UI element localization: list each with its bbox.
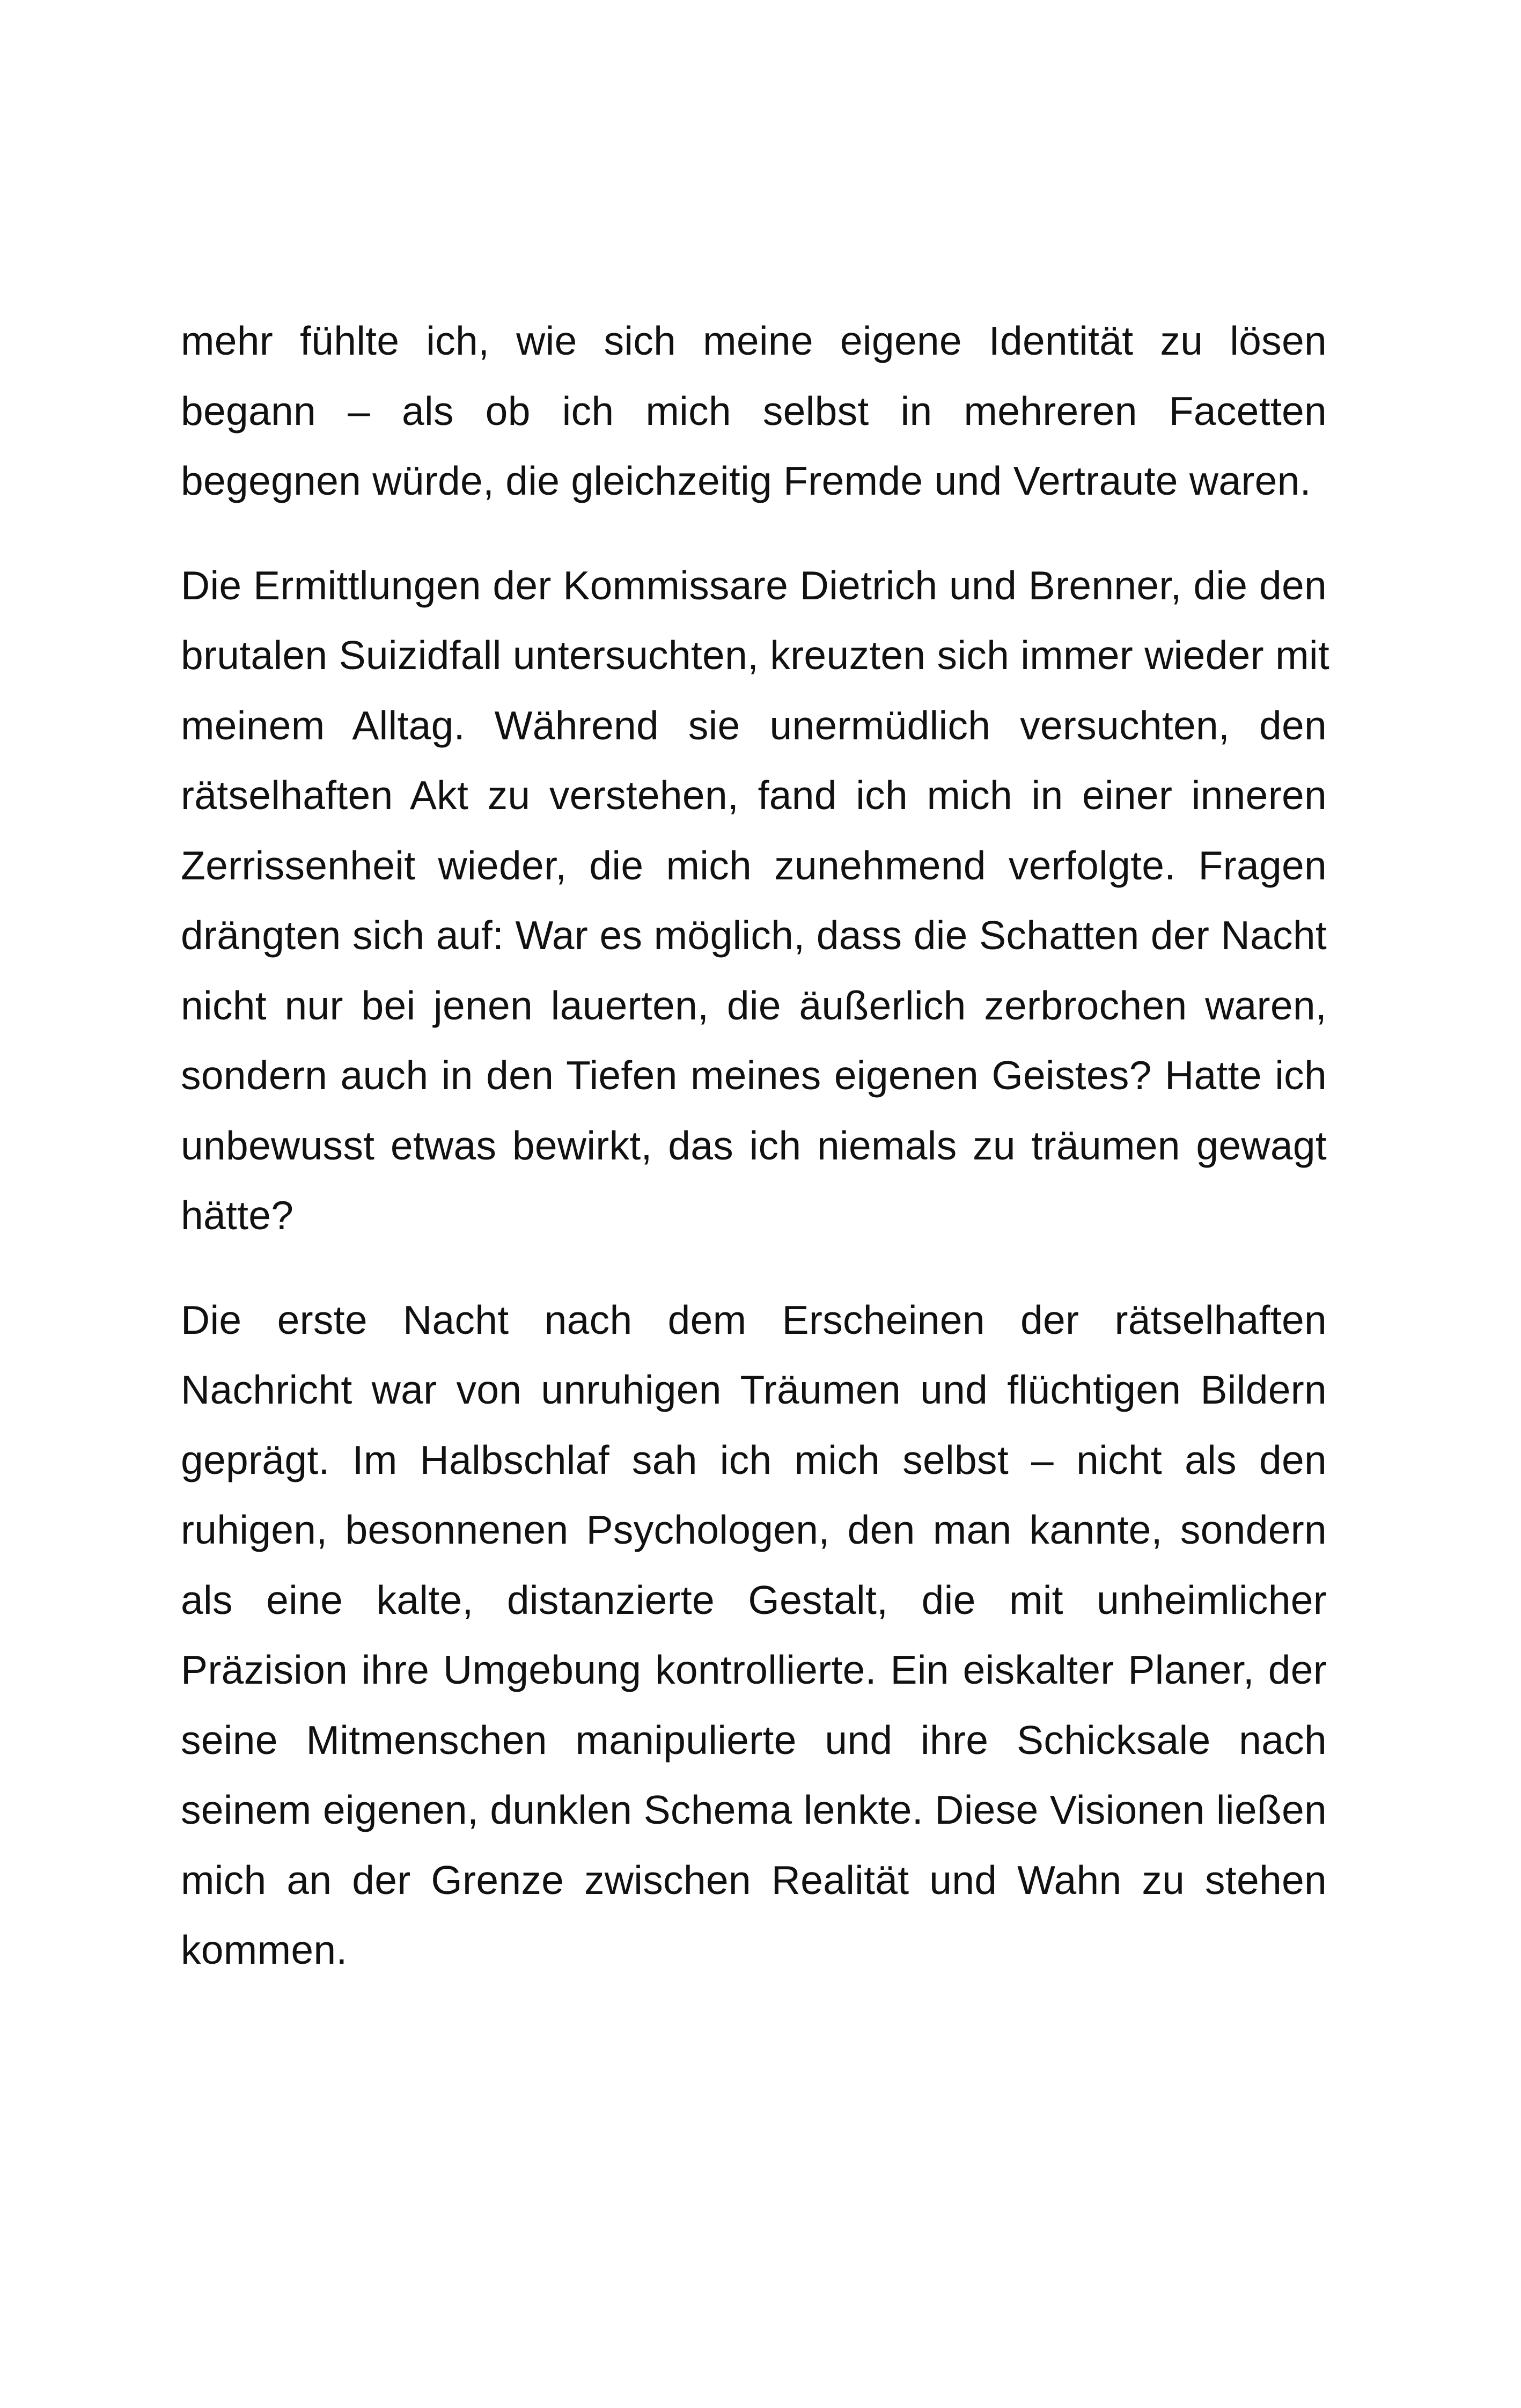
text-line: rätselhaften Akt zu verstehen, fand ich mich in einer inneren	[181, 773, 1327, 818]
text-line: seinem eigenen, dunklen Schema lenkte. Diese Visionen ließen	[181, 1787, 1327, 1832]
paragraph-spacer	[181, 1251, 1327, 1285]
text-line: sondern auch in den Tiefen meines eigenen Geistes? Hatte ich	[181, 1053, 1327, 1098]
text-line: als eine kalte, distanzierte Gestalt, die mit unheimlicher	[181, 1577, 1327, 1623]
paragraph-2	[181, 550, 1327, 1251]
text-line: brutalen Suizidfall untersuchten, kreuzten sich immer wieder mit	[181, 633, 1329, 678]
text-line: hätte?	[181, 1193, 294, 1238]
text-line: Zerrissenheit wieder, die mich zunehmend verfolgte. Fragen	[181, 842, 1327, 888]
text-line: meinem Alltag. Während sie unermüdlich versuchten, den	[181, 702, 1327, 748]
text-line: ruhigen, besonnenen Psychologen, den man kannte, sondern	[181, 1507, 1327, 1552]
text-line: begann – als ob ich mich selbst in mehreren Facetten	[181, 388, 1327, 434]
text-line: Präzision ihre Umgebung kontrollierte. Ein eiskalter Planer, der	[181, 1647, 1327, 1692]
paragraph-3	[181, 1285, 1327, 1985]
text-line: mehr fühlte ich, wie sich meine eigene Identität zu lösen	[181, 318, 1327, 363]
text-line: kommen.	[181, 1927, 348, 1972]
text-line: Nachricht war von unruhigen Träumen und flüchtigen Bildern	[181, 1367, 1327, 1412]
text-line: nicht nur bei jenen lauerten, die äußerlich zerbrochen waren,	[181, 982, 1327, 1028]
text-line: seine Mitmenschen manipulierte und ihre Schicksale nach	[181, 1717, 1327, 1763]
paragraph-spacer	[181, 516, 1327, 550]
text-line: begegnen würde, die gleichzeitig Fremde und Vertraute waren.	[181, 458, 1311, 503]
text-line: unbewusst etwas bewirkt, das ich niemals zu träumen gewagt	[181, 1122, 1327, 1168]
text-line: mich an der Grenze zwischen Realität und Wahn zu stehen	[181, 1857, 1327, 1903]
text-line: Die Ermittlungen der Kommissare Dietrich und Brenner, die den	[181, 562, 1327, 608]
text-line: Die erste Nacht nach dem Erscheinen der rätselhaften	[181, 1297, 1327, 1342]
paragraph-1	[181, 306, 1327, 516]
body-text	[181, 306, 1327, 1985]
text-line: geprägt. Im Halbschlaf sah ich mich selbst – nicht als den	[181, 1437, 1327, 1482]
text-line: drängten sich auf: War es möglich, dass die Schatten der Nacht	[181, 913, 1327, 958]
